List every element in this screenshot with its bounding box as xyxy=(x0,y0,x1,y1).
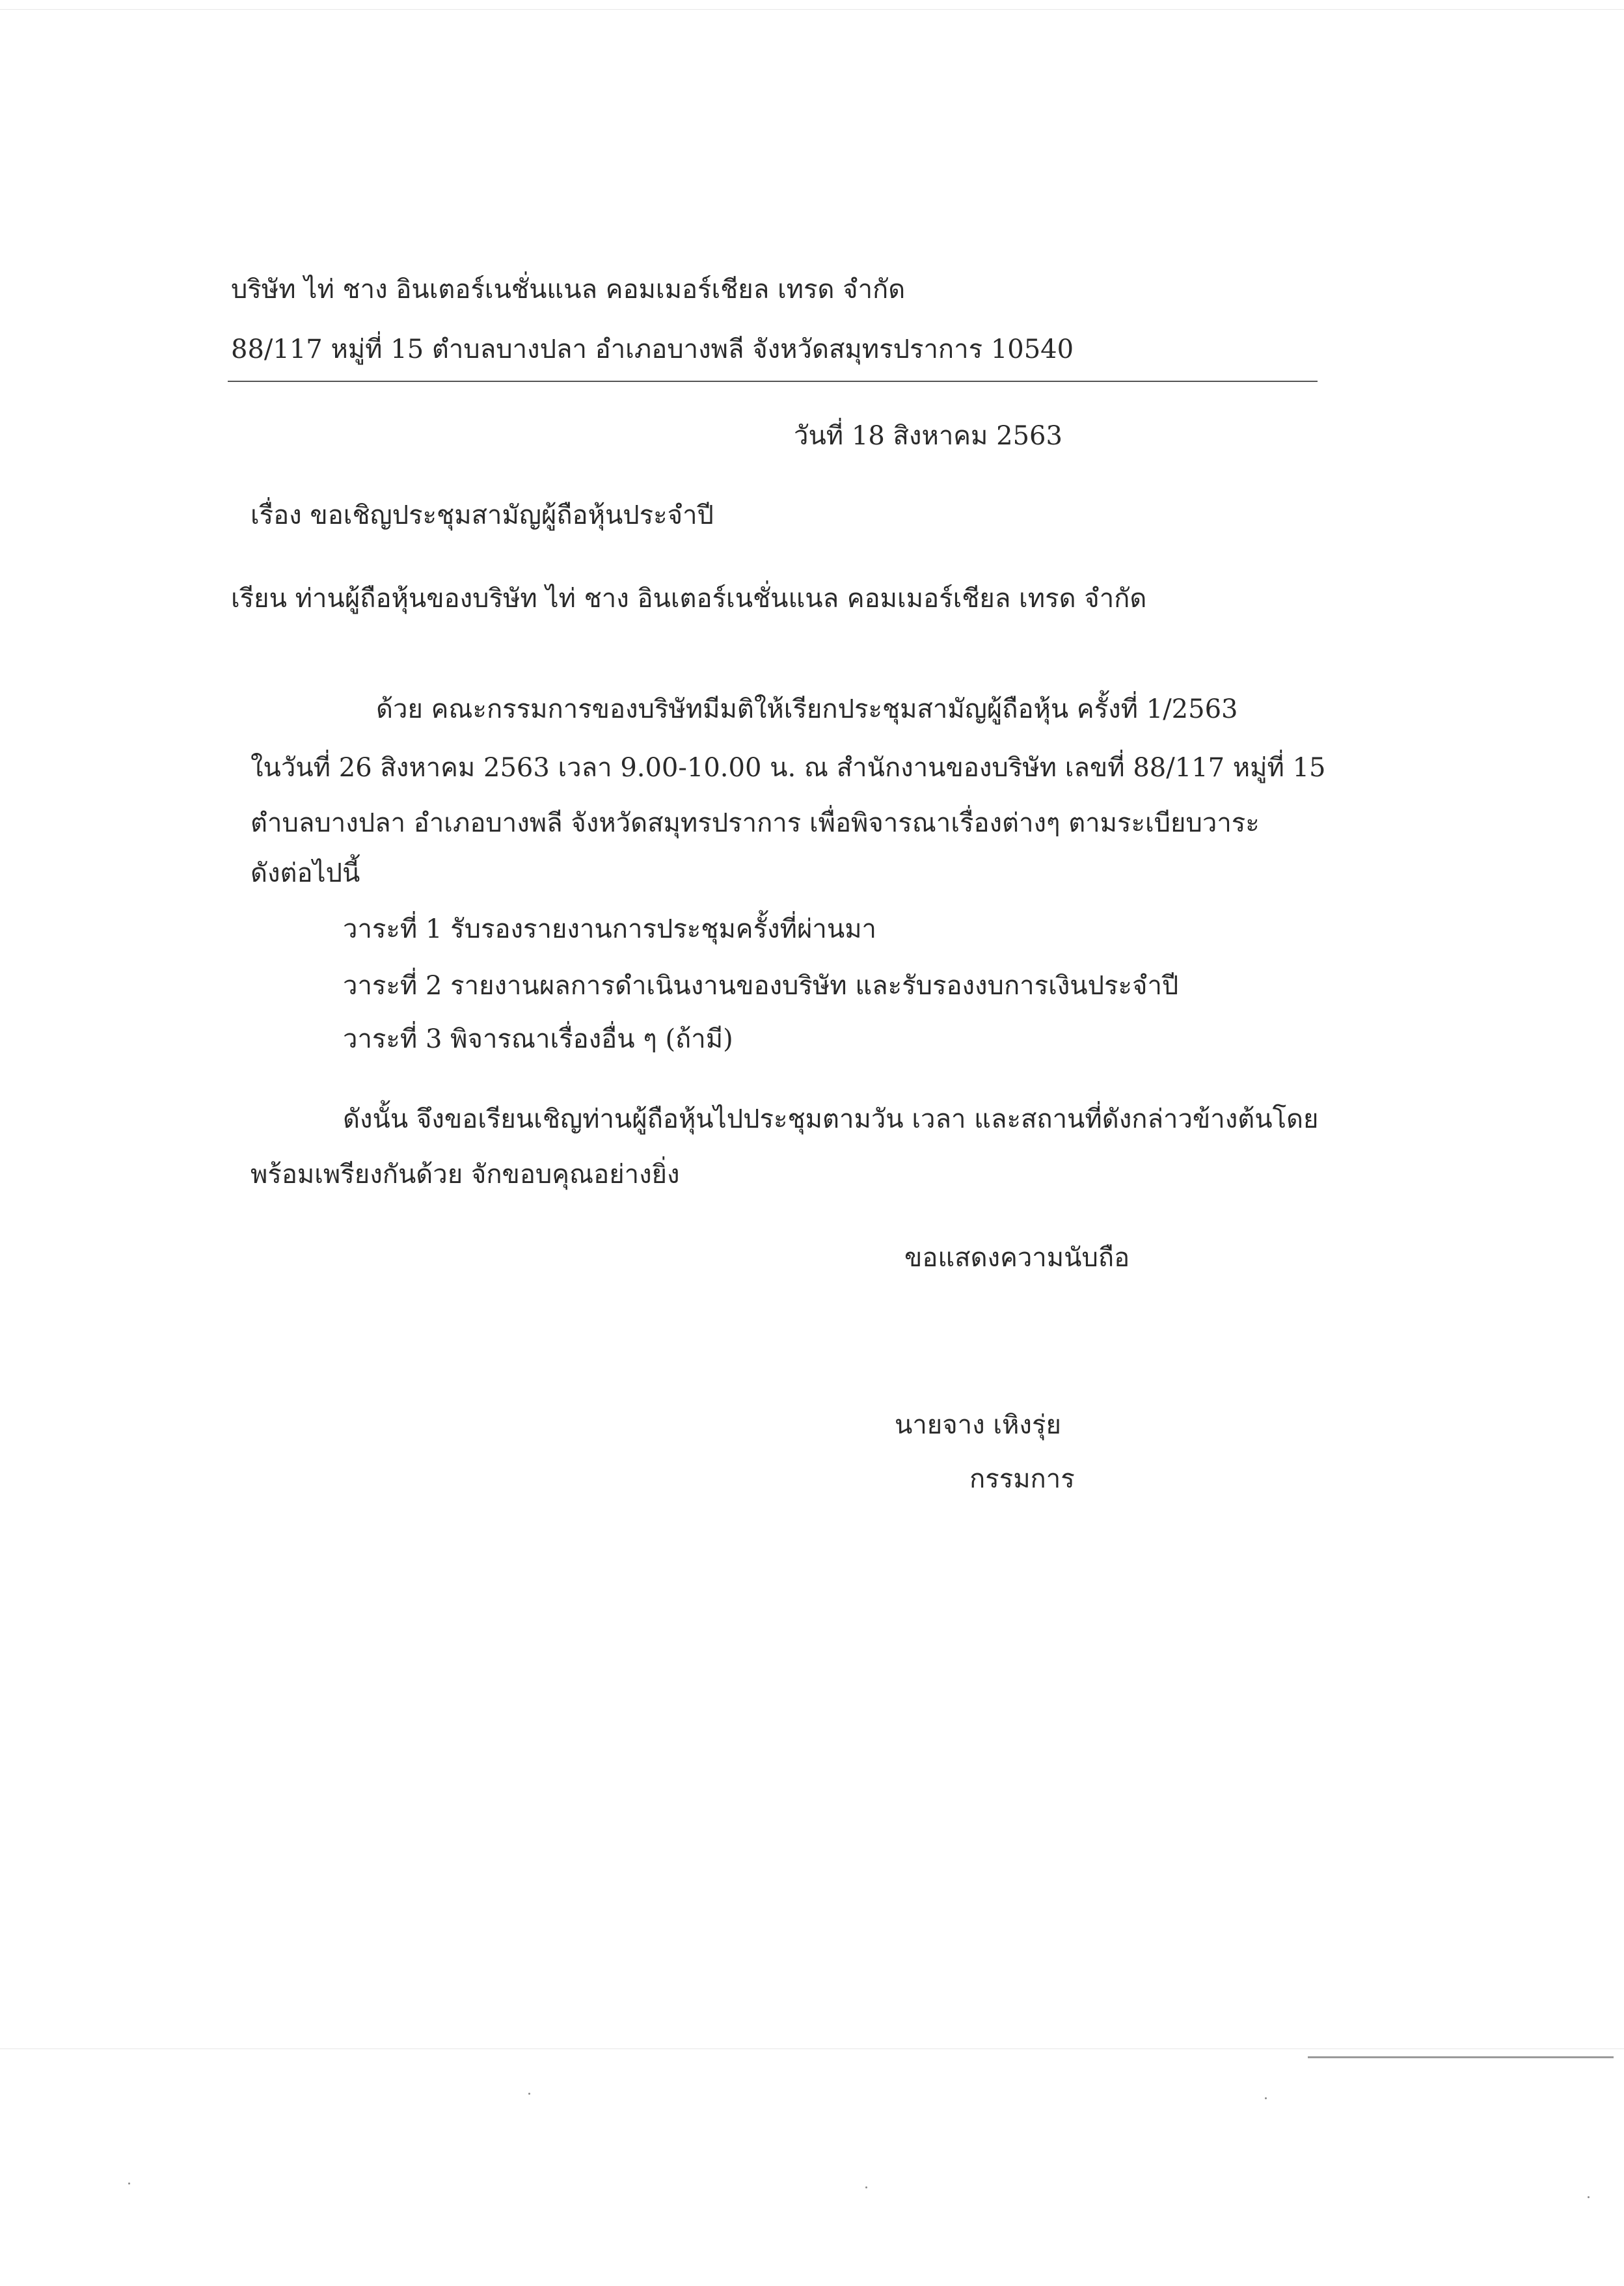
signatory-name: นายจาง เหิงรุ่ย xyxy=(895,1410,1061,1440)
agenda-item-1: วาระที่ 1 รับรองรายงานการประชุมครั้งที่ผ่านมา xyxy=(343,914,877,944)
letter-salutation: เรียน ท่านผู้ถือหุ้นของบริษัท ไท่ ชาง อินเตอร์เนชั่นแนล คอมเมอร์เชียล เทรด จำกัด xyxy=(231,584,1147,614)
complimentary-close: ขอแสดงความนับถือ xyxy=(904,1243,1130,1273)
body-line-1: ด้วย คณะกรรมการของบริษัทมีมติให้เรียกประชุมสามัญผู้ถือหุ้น ครั้งที่ 1/2563 xyxy=(376,694,1238,724)
scan-speck xyxy=(128,2183,130,2184)
scan-edge-top xyxy=(0,9,1624,10)
letter-subject: เรื่อง ขอเชิญประชุมสามัญผู้ถือหุ้นประจำปี xyxy=(250,500,714,530)
closing-line-1: ดังนั้น จึงขอเรียนเชิญท่านผู้ถือหุ้นไปประชุมตามวัน เวลา และสถานที่ดังกล่าวข้างต้นโดย xyxy=(343,1104,1319,1134)
closing-line-2: พร้อมเพรียงกันด้วย จักขอบคุณอย่างยิ่ง xyxy=(250,1160,680,1190)
body-line-2: ในวันที่ 26 สิงหาคม 2563 เวลา 9.00-10.00 น. ณ สำนักงานของบริษัท เลขที่ 88/117 หมู่ที่ 15 xyxy=(250,753,1326,783)
scan-speck xyxy=(865,2186,867,2188)
scan-edge-bottom xyxy=(0,2048,1624,2049)
agenda-item-2: วาระที่ 2 รายงานผลการดำเนินงานของบริษัท และรับรองงบการเงินประจำปี xyxy=(343,971,1179,1001)
company-name: บริษัท ไท่ ชาง อินเตอร์เนชั่นแนล คอมเมอร์เชียล เทรด จำกัด xyxy=(231,275,906,305)
body-line-4: ดังต่อไปนี้ xyxy=(250,858,360,888)
body-line-3: ตำบลบางปลา อำเภอบางพลี จังหวัดสมุทรปราการ เพื่อพิจารณาเรื่องต่างๆ ตามระเบียบวาระ xyxy=(250,808,1260,838)
scan-speck xyxy=(528,2093,530,2095)
scan-speck xyxy=(1588,2196,1590,2198)
letter-date: วันที่ 18 สิงหาคม 2563 xyxy=(794,421,1062,451)
scan-speck xyxy=(1265,2097,1267,2099)
agenda-item-3: วาระที่ 3 พิจารณาเรื่องอื่น ๆ (ถ้ามี) xyxy=(343,1024,733,1054)
signatory-title: กรรมการ xyxy=(969,1464,1075,1494)
scan-mark-right xyxy=(1308,2056,1614,2058)
letterhead-divider xyxy=(228,381,1318,382)
company-address: 88/117 หมู่ที่ 15 ตำบลบางปลา อำเภอบางพลี จังหวัดสมุทรปราการ 10540 xyxy=(231,334,1074,364)
